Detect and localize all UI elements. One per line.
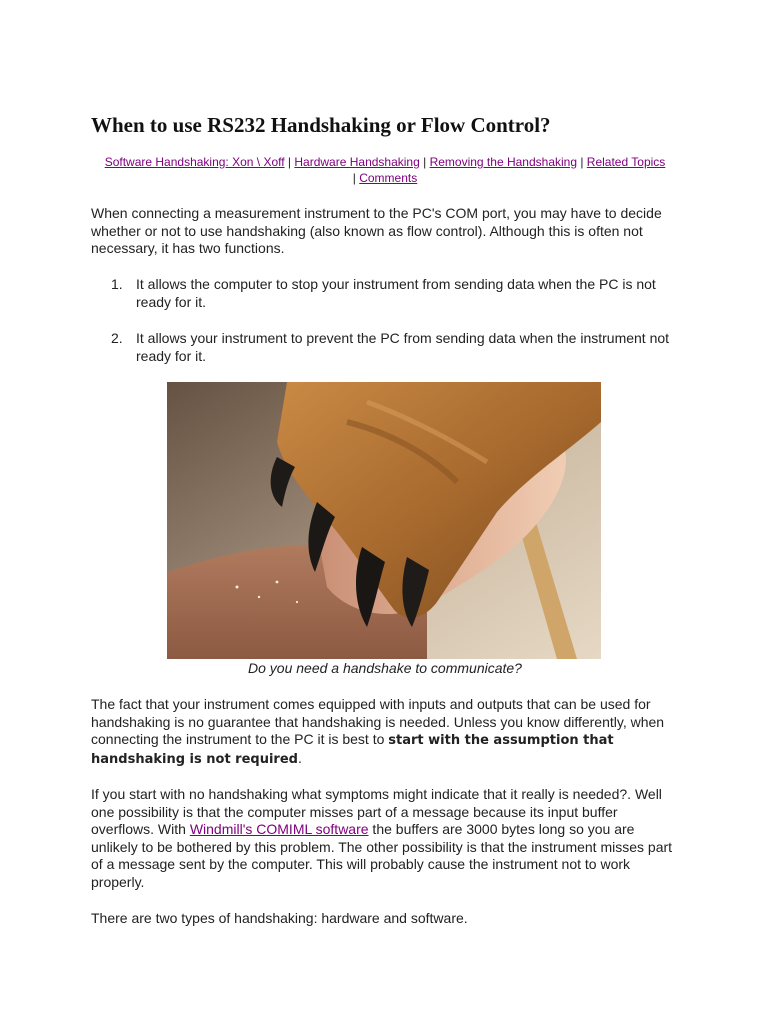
- nav-separator: |: [419, 155, 430, 169]
- section-nav: [85, 154, 685, 186]
- assumption-paragraph: [91, 696, 679, 768]
- handshake-photo: [167, 382, 601, 659]
- assumption-text: The fact that your instrument comes equipped with inputs and outputs that can be used for handshaking is no guarantee that handshaking is needed. Unless you know differently, when connecting the instrument to the PC it is best to: [91, 696, 665, 747]
- intro-paragraph: When connecting a measurement instrument to the PC's COM port, you may have to decide whether or not to use handshaking (also known as flow control). Although this is often not necessary, it has two functions.: [91, 205, 662, 256]
- functions-list-item-2: [111, 330, 679, 365]
- nav-link-hardware-handshaking[interactable]: Hardware Handshaking: [294, 155, 420, 169]
- symptoms-paragraph: [91, 786, 679, 891]
- assumption-period: .: [297, 749, 302, 766]
- comiml-software-link[interactable]: Windmill's COMIML software: [189, 821, 369, 837]
- symptoms-text: If you start with no handshaking what symptoms might indicate that it really is needed?. Well one possibility is that the computer misses part of a message because its input buffer overflows. With: [91, 786, 662, 837]
- nav-separator: |: [284, 155, 295, 169]
- nav-link-software-handshaking[interactable]: Software Handshaking: Xon \ Xoff: [104, 155, 285, 169]
- list-number: 1.: [111, 276, 123, 292]
- nav-separator: |: [352, 171, 360, 185]
- functions-list-item-1: [111, 276, 679, 311]
- nav-link-comments[interactable]: Comments: [359, 171, 418, 185]
- symptoms-text-continued: the buffers are 3000 bytes long so you are unlikely to be bothered by this problem. The other possibility is that the instrument misses part of a message sent by the computer. This will probably cause the instrument not to work properly.: [91, 821, 673, 890]
- photo-caption: Do you need a handshake to communicate?: [248, 660, 522, 676]
- page-title: When to use RS232 Handshaking or Flow Control?: [91, 113, 551, 137]
- list-number: 2.: [111, 330, 123, 346]
- handshaking-types-paragraph: There are two types of handshaking: hardware and software.: [91, 910, 468, 926]
- nav-link-removing-handshaking[interactable]: Removing the Handshaking: [429, 155, 577, 169]
- list-item: [111, 276, 679, 311]
- dog-paw-human-hand-illustration: [167, 382, 601, 659]
- list-item-text: It allows your instrument to prevent the PC from sending data when the instrument not ready for it.: [136, 330, 670, 364]
- nav-link-related-topics[interactable]: Related Topics: [586, 155, 666, 169]
- nav-separator: |: [577, 155, 587, 169]
- assumption-emphasis: start with the assumption that handshaking is not required: [91, 733, 614, 767]
- list-item: [111, 330, 679, 365]
- list-item-text: It allows the computer to stop your instrument from sending data when the PC is not ready for it.: [136, 276, 656, 310]
